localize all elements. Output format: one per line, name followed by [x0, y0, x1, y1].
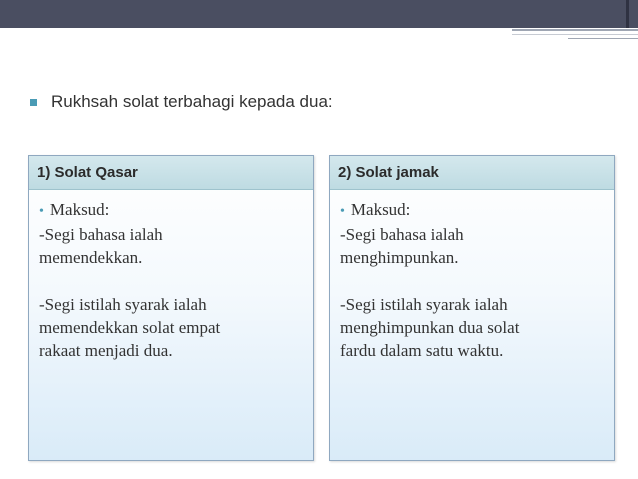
- accent-line: [568, 38, 638, 39]
- box-title: 1) Solat Qasar: [29, 156, 313, 190]
- bullet-text: Maksud:: [49, 200, 110, 219]
- text-line: memendekkan.: [39, 248, 143, 267]
- dot-bullet-icon: •: [340, 204, 345, 219]
- bullet-line: [39, 198, 303, 223]
- box-body: [29, 190, 313, 362]
- box-title: 2) Solat jamak: [330, 156, 614, 190]
- solat-jamak-box: [329, 155, 615, 461]
- slide-top-bar: [0, 0, 638, 28]
- square-bullet-icon: [30, 99, 37, 106]
- text-line: -Segi istilah syarak ialah: [340, 295, 508, 314]
- text-line: memendekkan solat empat: [39, 318, 221, 337]
- accent-line: [512, 34, 638, 35]
- dot-bullet-icon: •: [39, 204, 44, 219]
- text-line: -Segi bahasa ialah: [340, 225, 464, 244]
- solat-qasar-box: [28, 155, 314, 461]
- text-line: menghimpunkan.: [340, 248, 459, 267]
- bullet-line: [340, 198, 604, 223]
- slide-heading: Rukhsah solat terbahagi kepada dua:: [51, 92, 333, 111]
- text-line: -Segi istilah syarak ialah: [39, 295, 207, 314]
- text-line: -Segi bahasa ialah: [39, 225, 163, 244]
- text-line: rakaat menjadi dua.: [39, 341, 173, 360]
- slide-heading-row: [30, 92, 333, 112]
- top-bar-mark: [626, 0, 629, 28]
- accent-line: [512, 29, 638, 31]
- bullet-text: Maksud:: [350, 200, 411, 219]
- box-body: [330, 190, 614, 362]
- text-line: fardu dalam satu waktu.: [340, 341, 504, 360]
- text-line: menghimpunkan dua solat: [340, 318, 520, 337]
- top-bar-accent-lines: [512, 28, 638, 40]
